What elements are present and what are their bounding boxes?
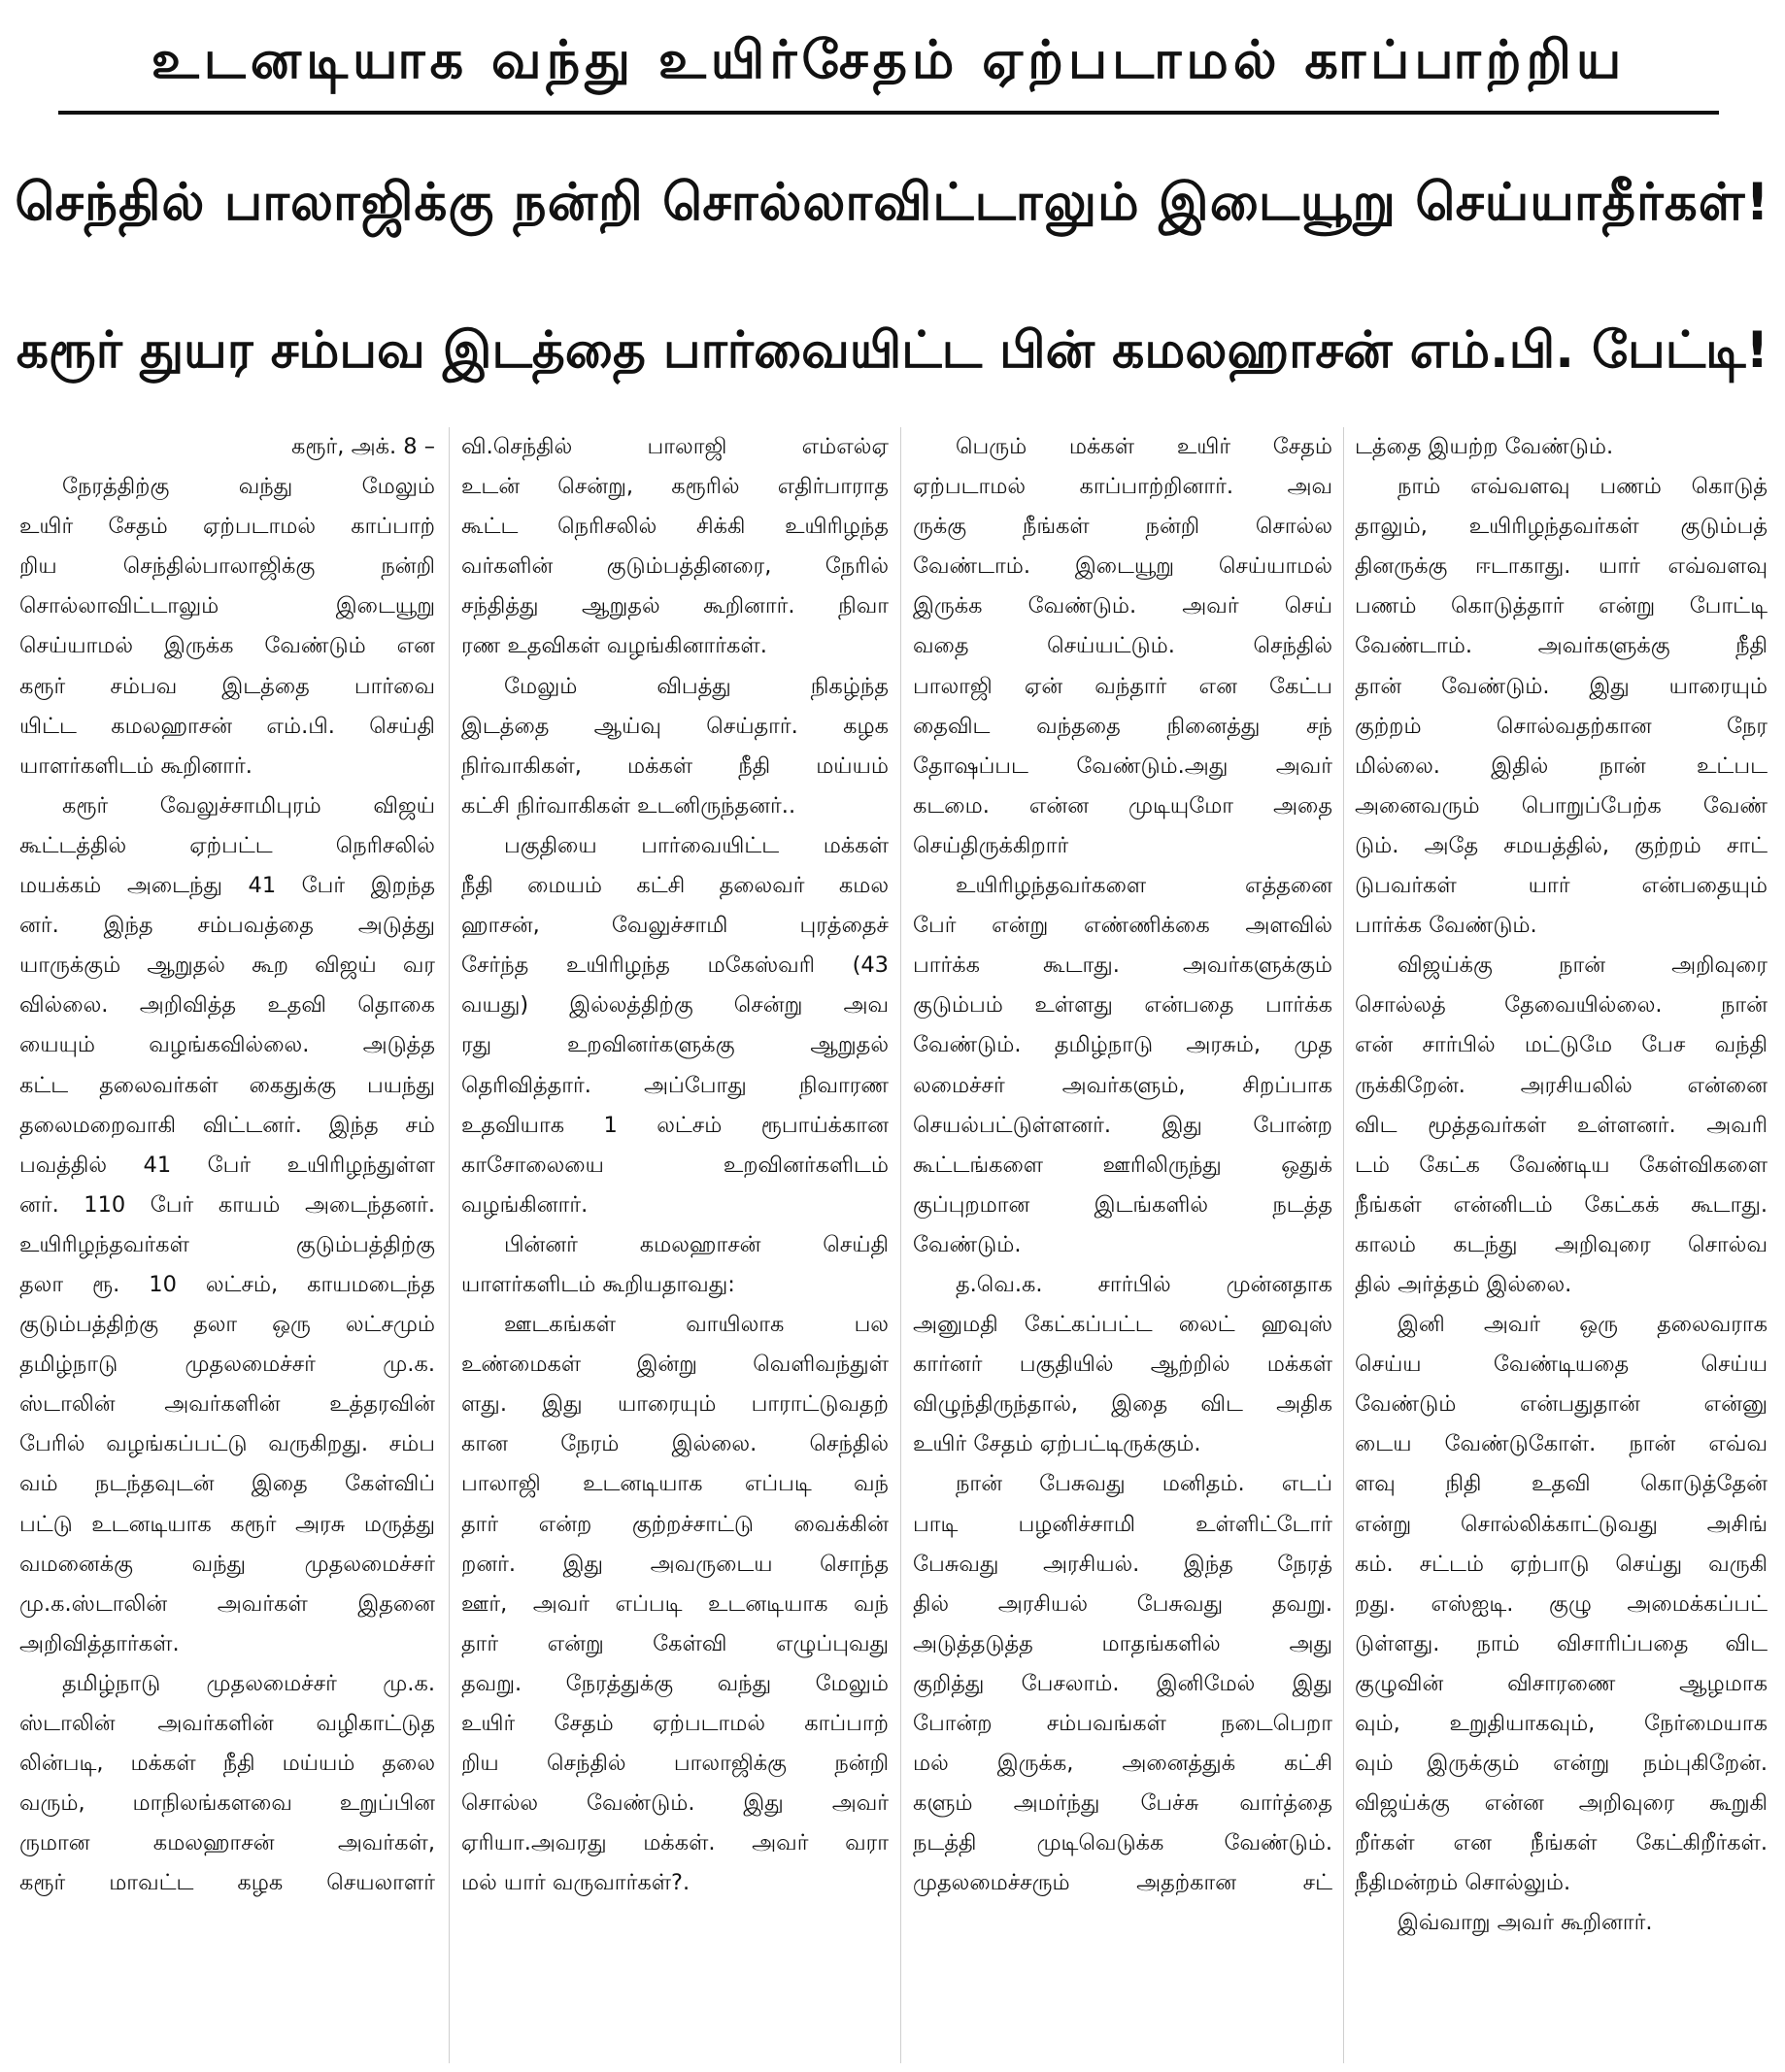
- text-line: ஸ்டாலின் அவர்களின் உத்தரவின்: [19, 1391, 435, 1418]
- text-line: வம் நடந்தவுடன் இதை கேள்விப்: [19, 1471, 435, 1497]
- text-line: வழங்கினார்.: [461, 1191, 589, 1218]
- text-line: வி.செந்தில் பாலாஜி எம்எல்ஏ: [461, 434, 889, 459]
- text-line: கான நேரம் இல்லை. செந்தில்: [461, 1431, 889, 1457]
- text-line: ஏரியா.அவரது மக்கள். அவர் வரா: [461, 1830, 889, 1856]
- text-line: கூட்டத்தில் ஏற்பட்ட நெரிசலில்: [19, 832, 435, 858]
- text-line: பவத்தில் 41 பேர் உயிரிழந்துள்ள: [19, 1152, 435, 1178]
- text-line: இனி அவர் ஒரு தலைவராக: [1398, 1312, 1768, 1338]
- text-line: உயிர் சேதம் ஏற்பட்டிருக்கும்.: [913, 1431, 1201, 1457]
- text-line: டைய வேண்டுகோள். நான் எவ்வ: [1355, 1431, 1768, 1457]
- text-line: லின்படி, மக்கள் நீதி மய்யம் தலை: [19, 1751, 435, 1777]
- text-line: தலா ரூ. 10 லட்சம், காயமடைந்த: [19, 1271, 435, 1297]
- text-line: வேண்டாம். இடையூறு செய்யாமல்: [913, 553, 1332, 580]
- text-line: விஜய்க்கு என்ன அறிவுரை கூறுகி: [1355, 1790, 1768, 1817]
- text-line: என்று சொல்லிக்காட்டுவது அசிங்: [1355, 1511, 1768, 1537]
- text-line: தமிழ்நாடு முதலமைச்சர் மு.க.: [19, 1352, 435, 1378]
- text-line: தாலும், உயிரிழந்தவர்கள் குடும்பத்: [1355, 514, 1768, 540]
- main-headline: செந்தில் பாலாஜிக்கு நன்றி சொல்லாவிட்டாலும் இடையூறு செய்யாதீர்கள்!: [15, 173, 1770, 232]
- text-line: செய்ய வேண்டியதை செய்ய: [1355, 1352, 1768, 1378]
- text-line: டம் கேட்க வேண்டிய கேள்விகளை: [1355, 1152, 1768, 1178]
- text-line: கட்சி நிர்வாகிகள் உடனிருந்தனர்..: [461, 792, 796, 819]
- text-line: வேண்டாம். அவர்களுக்கு நீதி: [1355, 633, 1768, 659]
- text-line: சேர்ந்த உயிரிழந்த மகேஸ்வரி (43: [461, 952, 889, 979]
- sub-headline: கரூர் துயர சம்பவ இடத்தை பார்வையிட்ட பின் கமலஹாசன் எம்.பி. பேட்டி!: [16, 321, 1769, 380]
- text-line: நீதி மையம் கட்சி தலைவர் கமல: [461, 873, 889, 899]
- text-line: டுபவர்கள் யார் என்பதையும்: [1355, 873, 1768, 899]
- text-line: தில் அர்த்தம் இல்லை.: [1355, 1271, 1572, 1297]
- text-line: விஜய்க்கு நான் அறிவுரை: [1398, 952, 1768, 979]
- text-line: வரும், மாநிலங்களவை உறுப்பின: [19, 1790, 435, 1817]
- text-line: அடுத்தடுத்த மாதங்களில் அது: [913, 1630, 1332, 1656]
- text-line: கூட்டங்களை ஊரிலிருந்து ஒதுக்: [913, 1152, 1332, 1178]
- text-line: பணம் கொடுத்தார் என்று போட்டி: [1355, 593, 1768, 619]
- text-line: பேசுவது அரசியல். இந்த நேரத்: [913, 1551, 1332, 1577]
- text-line: னர். 110 பேர் காயம் அடைந்தனர்.: [19, 1191, 435, 1218]
- column-3: [913, 427, 1332, 2063]
- text-line: கரூர் சம்பவ இடத்தை பார்வை: [19, 673, 435, 699]
- text-line: பேரில் வழங்கப்பட்டு வருகிறது. சம்ப: [19, 1431, 435, 1457]
- text-line: னர். இந்த சம்பவத்தை அடுத்து: [19, 913, 435, 939]
- text-line: ரண உதவிகள் வழங்கினார்கள்.: [461, 633, 767, 659]
- text-line: ஏற்படாமல் காப்பாற்றினார். அவ: [913, 474, 1332, 500]
- dateline: கரூர், அக். 8 –: [291, 434, 435, 459]
- column-4: [1355, 427, 1768, 2063]
- text-line: ளவு நிதி உதவி கொடுத்தேன்: [1355, 1471, 1768, 1497]
- text-line: மல் யார் வருவார்கள்?.: [461, 1870, 690, 1896]
- text-line: உதவியாக 1 லட்சம் ரூபாய்க்கான: [461, 1112, 889, 1138]
- text-line: தோஷப்பட வேண்டும்.அது அவர்: [913, 752, 1332, 779]
- text-line: த.வெ.க. சார்பில் முன்னதாக: [956, 1271, 1332, 1297]
- text-line: வதை செய்யட்டும். செந்தில்: [913, 633, 1332, 659]
- column-1: [19, 427, 435, 2063]
- text-line: பேர் என்று எண்ணிக்கை அளவில்: [913, 913, 1332, 939]
- text-line: தைவிட வந்ததை நினைத்து சந்: [913, 713, 1332, 739]
- text-line: தில் அரசியல் பேசுவது தவறு.: [913, 1590, 1332, 1617]
- text-line: உடன் சென்று, கரூரில் எதிர்பாராத: [461, 474, 889, 500]
- text-line: பின்னர் கமலஹாசன் செய்தி: [504, 1231, 889, 1257]
- article-body: [19, 427, 1768, 2063]
- text-line: அறிவித்தார்கள்.: [19, 1630, 180, 1656]
- column-divider: [900, 427, 901, 2063]
- text-line: களும் அமர்ந்து பேச்சு வார்த்தை: [913, 1790, 1332, 1817]
- text-line: மயக்கம் அடைந்து 41 பேர் இறந்த: [19, 873, 435, 899]
- text-line: வும் இருக்கும் என்று நம்புகிறேன்.: [1355, 1751, 1768, 1777]
- text-line: காசோலையை உறவினர்களிடம்: [461, 1152, 889, 1178]
- text-line: போன்ற சம்பவங்கள் நடைபெறா: [913, 1711, 1332, 1736]
- text-line: லமைச்சர் அவர்களும், சிறப்பாக: [913, 1072, 1332, 1098]
- text-line: ருக்கு நீங்கள் நன்றி சொல்ல: [913, 514, 1332, 540]
- text-line: உயிரிழந்தவர்கள் குடும்பத்திற்கு: [19, 1231, 435, 1257]
- text-line: பாடி பழனிச்சாமி உள்ளிட்டோர்: [913, 1511, 1332, 1537]
- text-line: சந்தித்து ஆறுதல் கூறினார். நிவா: [461, 593, 889, 619]
- text-line: நீதிமன்றம் சொல்லும்.: [1355, 1870, 1571, 1896]
- text-line: மல் இருக்க, அனைத்துக் கட்சி: [913, 1751, 1332, 1777]
- text-line: வர்களின் குடும்பத்தினரை, நேரில்: [461, 553, 889, 580]
- text-line: முதலமைச்சரும் அதற்கான சட்: [913, 1870, 1332, 1896]
- text-line: குழுவின் விசாரணை ஆழமாக: [1355, 1670, 1768, 1696]
- column-2: [461, 427, 889, 2063]
- text-line: நிர்வாகிகள், மக்கள் நீதி மய்யம்: [461, 752, 889, 779]
- text-line: நான் பேசுவது மனிதம். எடப்: [956, 1471, 1332, 1497]
- text-line: ஊர், அவர் எப்படி உடனடியாக வந்: [461, 1590, 889, 1617]
- text-line: வேண்டும்.: [913, 1231, 1022, 1257]
- text-line: இவ்வாறு அவர் கூறினார்.: [1398, 1910, 1653, 1936]
- text-line: வேண்டும் என்பதுதான் என்னு: [1355, 1391, 1768, 1418]
- text-line: ருமான கமலஹாசன் அவர்கள்,: [19, 1830, 435, 1856]
- text-line: நாம் எவ்வளவு பணம் கொடுத்: [1398, 474, 1768, 500]
- text-line: விழுந்திருந்தால், இதை விட அதிக: [913, 1391, 1332, 1418]
- text-line: நீங்கள் என்னிடம் கேட்கக் கூடாது.: [1355, 1191, 1768, 1218]
- column-divider: [1343, 427, 1344, 2063]
- text-line: ஊடகங்கள் வாயிலாக பல: [504, 1312, 889, 1338]
- text-line: டுள்ளது. நாம் விசாரிப்பதை விட: [1355, 1630, 1768, 1656]
- text-line: குடும்பத்திற்கு தலா ஒரு லட்சமும்: [19, 1312, 435, 1338]
- text-line: பகுதியை பார்வையிட்ட மக்கள்: [504, 832, 889, 858]
- text-line: ளது. இது யாரையும் பாராட்டுவதற்: [461, 1391, 889, 1418]
- text-line: றனர். இது அவருடைய சொந்த: [461, 1551, 889, 1577]
- text-line: டும். அதே சமயத்தில், குற்றம் சாட்: [1355, 832, 1768, 858]
- text-line: றிய செந்தில் பாலாஜிக்கு நன்றி: [461, 1751, 889, 1777]
- text-line: பாலாஜி உடனடியாக எப்படி வந்: [461, 1471, 889, 1497]
- text-line: செய்திருக்கிறார்: [913, 832, 1069, 858]
- text-line: சொல்ல வேண்டும். இது அவர்: [461, 1790, 889, 1817]
- text-line: சொல்லத் தேவையில்லை. நான்: [1355, 992, 1768, 1019]
- text-line: உயிர் சேதம் ஏற்படாமல் காப்பாற்: [19, 514, 435, 540]
- text-line: பெரும் மக்கள் உயிர் சேதம்: [956, 434, 1332, 459]
- text-line: றிய செந்தில்பாலாஜிக்கு நன்றி: [19, 553, 435, 580]
- text-line: கம். சட்டம் ஏற்பாடு செய்து வருகி: [1355, 1551, 1768, 1577]
- text-line: இடத்தை ஆய்வு செய்தார். கழக: [461, 713, 889, 739]
- text-line: தவறு. நேரத்துக்கு வந்து மேலும்: [461, 1670, 889, 1696]
- text-line: டத்தை இயற்ற வேண்டும்.: [1355, 434, 1614, 459]
- text-line: மேலும் விபத்து நிகழ்ந்த: [504, 673, 889, 699]
- text-line: அனுமதி கேட்கப்பட்ட லைட் ஹவுஸ்: [913, 1312, 1332, 1338]
- text-line: என் சார்பில் மட்டுமே பேச வந்தி: [1355, 1032, 1768, 1058]
- text-line: குப்புறமான இடங்களில் நடத்த: [913, 1191, 1332, 1218]
- text-line: றீர்கள் என நீங்கள் கேட்கிறீர்கள்.: [1355, 1830, 1768, 1856]
- text-line: வும், உறுதியாகவும், நேர்மையாக: [1355, 1711, 1768, 1736]
- text-line: உயிரிழந்தவர்களை எத்தனை: [956, 873, 1332, 899]
- text-line: யாளர்களிடம் கூறினார்.: [19, 752, 253, 779]
- text-line: காலம் கடந்து அறிவுரை சொல்வ: [1355, 1231, 1768, 1257]
- text-line: யாளர்களிடம் கூறியதாவது:: [461, 1271, 735, 1297]
- text-line: செயல்பட்டுள்ளனர். இது போன்ற: [913, 1112, 1332, 1138]
- text-line: தலைமறைவாகி விட்டனர். இந்த சம்: [19, 1112, 435, 1138]
- text-line: ஸ்டாலின் அவர்களின் வழிகாட்டுத: [19, 1711, 435, 1736]
- text-line: மு.க.ஸ்டாலின் அவர்கள் இதனை: [19, 1590, 435, 1617]
- text-line: கரூர் வேலுச்சாமிபுரம் விஜய்: [62, 792, 435, 819]
- text-line: செய்யாமல் இருக்க வேண்டும் என: [19, 633, 435, 659]
- text-line: பார்க்க கூடாது. அவர்களுக்கும்: [913, 952, 1332, 979]
- text-line: குற்றம் சொல்வதற்கான நேர: [1355, 713, 1768, 739]
- text-line: பாலாஜி ஏன் வந்தார் என கேட்ப: [913, 673, 1332, 699]
- text-line: நடத்தி முடிவெடுக்க வேண்டும்.: [913, 1830, 1332, 1856]
- text-line: ருக்கிறேன். அரசியலில் என்னை: [1355, 1072, 1768, 1098]
- text-line: இருக்க வேண்டும். அவர் செய்: [913, 593, 1332, 619]
- text-line: வில்லை. அறிவித்த உதவி தொகை: [19, 992, 435, 1019]
- text-line: கார்னர் பகுதியில் ஆற்றில் மக்கள்: [913, 1352, 1332, 1378]
- text-line: யையும் வழங்கவில்லை. அடுத்த: [19, 1032, 435, 1058]
- column-divider: [449, 427, 450, 2063]
- text-line: நேரத்திற்கு வந்து மேலும்: [62, 474, 435, 500]
- text-line: தமிழ்நாடு முதலமைச்சர் மு.க.: [62, 1670, 435, 1696]
- text-line: விட மூத்தவர்கள் உள்ளனர். அவரி: [1355, 1112, 1768, 1138]
- text-line: கட்ட தலைவர்கள் கைதுக்கு பயந்து: [19, 1072, 435, 1098]
- text-line: அனைவரும் பொறுப்பேற்க வேண்: [1355, 792, 1768, 819]
- text-line: குறித்து பேசலாம். இனிமேல் இது: [913, 1670, 1332, 1696]
- text-line: றது. எஸ்ஐடி. குழு அமைக்கப்பட்: [1355, 1590, 1768, 1617]
- text-line: கடமை. என்ன முடியுமோ அதை: [913, 792, 1332, 819]
- text-line: பட்டு உடனடியாக கரூர் அரசு மருத்து: [19, 1511, 435, 1537]
- text-line: ரது உறவினர்களுக்கு ஆறுதல்: [461, 1032, 889, 1058]
- text-line: தார் என்று கேள்வி எழுப்புவது: [461, 1630, 889, 1656]
- kicker-underline: [58, 111, 1719, 115]
- text-line: வேண்டும். தமிழ்நாடு அரசும், முத: [913, 1032, 1332, 1058]
- text-line: கூட்ட நெரிசலில் சிக்கி உயிரிழந்த: [461, 514, 889, 540]
- text-line: தான் வேண்டும். இது யாரையும்: [1355, 673, 1768, 699]
- text-line: பார்க்க வேண்டும்.: [1355, 913, 1537, 939]
- text-line: குடும்பம் உள்ளது என்பதை பார்க்க: [913, 992, 1332, 1019]
- kicker-headline: உடனடியாக வந்து உயிர்சேதம் ஏற்படாமல் காப்பாற்றிய: [151, 29, 1627, 90]
- text-line: யாருக்கும் ஆறுதல் கூற விஜய் வர: [19, 952, 435, 979]
- text-line: தெரிவித்தார். அப்போது நிவாரண: [461, 1072, 889, 1098]
- text-line: சொல்லாவிட்டாலும் இடையூறு: [19, 593, 435, 619]
- text-line: உண்மைகள் இன்று வெளிவந்துள்: [461, 1352, 889, 1378]
- text-line: ஹாசன், வேலுச்சாமி புரத்தைச்: [461, 913, 889, 939]
- text-line: தார் என்ற குற்றச்சாட்டு வைக்கின்: [461, 1511, 889, 1537]
- text-line: மில்லை. இதில் நான் உட்பட: [1355, 752, 1768, 779]
- text-line: தினருக்கு ஈடாகாது. யார் எவ்வளவு: [1355, 553, 1768, 580]
- text-line: யிட்ட கமலஹாசன் எம்.பி. செய்தி: [19, 713, 435, 739]
- text-line: வயது) இல்லத்திற்கு சென்று அவ: [461, 992, 889, 1019]
- text-line: வமனைக்கு வந்து முதலமைச்சர்: [19, 1551, 435, 1577]
- text-line: உயிர் சேதம் ஏற்படாமல் காப்பாற்: [461, 1711, 889, 1736]
- text-line: கரூர் மாவட்ட கழக செயலாளர்: [19, 1870, 435, 1896]
